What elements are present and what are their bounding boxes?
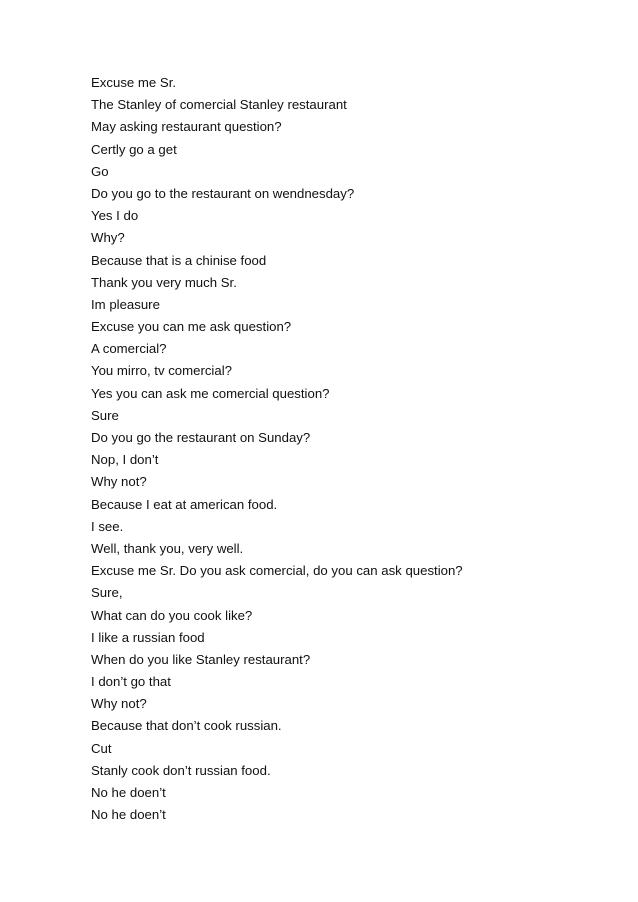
dialogue-line: Im pleasure xyxy=(91,296,160,312)
dialogue-line: Why not? xyxy=(91,696,147,712)
dialogue-line: You mirro, tv comercial? xyxy=(91,363,232,379)
dialogue-line: Sure xyxy=(91,407,119,423)
dialogue-line: Well, thank you, very well. xyxy=(91,540,244,556)
dialogue-line: I don’t go that xyxy=(91,674,171,690)
dialogue-line: Nop, I don’t xyxy=(91,452,159,468)
dialogue-line: Do you go to the restaurant on wendnesday? xyxy=(91,185,355,201)
dialogue-line: Cut xyxy=(91,740,112,756)
dialogue-line: Do you go the restaurant on Sunday? xyxy=(91,430,311,445)
dialogue-line: Why not? xyxy=(91,474,147,490)
dialogue-line: May asking restaurant question? xyxy=(91,119,282,135)
dialogue-line: Because that don’t cook russian. xyxy=(91,718,282,734)
dialogue-line: Because I eat at american food. xyxy=(91,496,278,512)
dialogue-line: What can do you cook like? xyxy=(91,607,253,623)
dialogue-line: Excuse you can me ask question? xyxy=(91,319,292,335)
dialogue-line: Excuse me Sr. Do you ask comercial, do you can ask question? xyxy=(91,563,463,579)
dialogue-line: The Stanley of comercial Stanley restaurant xyxy=(91,97,347,113)
dialogue-line: When do you like Stanley restaurant? xyxy=(91,651,311,667)
dialogue-line: A comercial? xyxy=(91,341,167,357)
dialogue-line: Go xyxy=(91,163,109,179)
dialogue-line: No he doen’t xyxy=(91,785,166,800)
dialogue-line: Stanly cook don’t russian food. xyxy=(91,762,271,778)
dialogue-lines xyxy=(91,72,463,826)
dialogue-line: Sure, xyxy=(91,585,123,601)
dialogue-line: I see. xyxy=(91,518,124,534)
dialogue-line: Excuse me Sr. xyxy=(91,75,177,90)
dialogue-line: I like a russian food xyxy=(91,629,205,645)
dialogue-line: Why? xyxy=(91,230,125,246)
dialogue-line: Certly go a get xyxy=(91,141,177,157)
dialogue-line: Because that is a chinise food xyxy=(91,252,267,268)
dialogue-line: Yes you can ask me comercial question? xyxy=(91,385,330,401)
dialogue-line: Yes I do xyxy=(91,208,139,224)
dialogue-line: No he doen’t xyxy=(91,807,166,823)
dialogue-line: Thank you very much Sr. xyxy=(91,274,237,290)
